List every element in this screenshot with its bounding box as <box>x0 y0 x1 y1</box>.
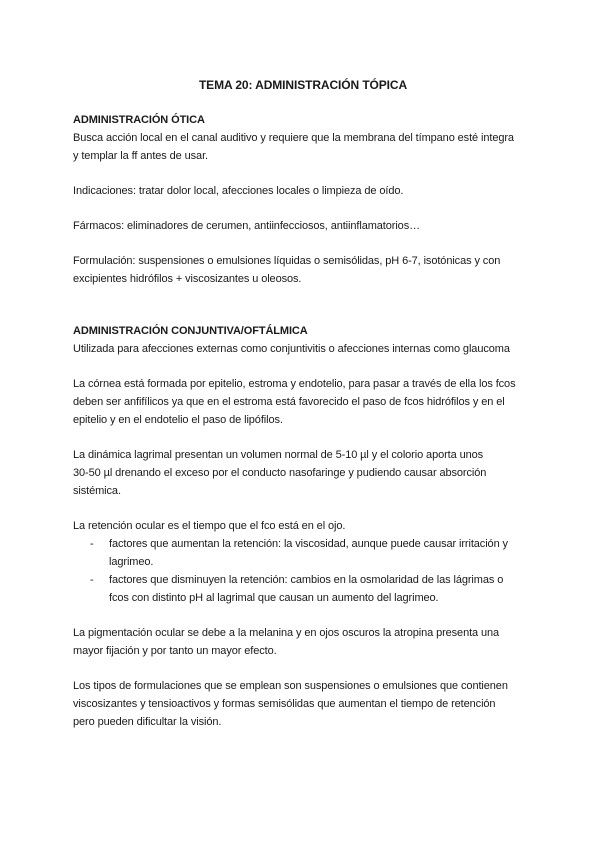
section-heading-otica: ADMINISTRACIÓN ÓTICA <box>73 114 205 126</box>
conjuntiva-paragraph-retencion: La retención ocular es el tiempo que el fco está en el ojo. <box>73 520 346 532</box>
otica-paragraph-formulacion <box>73 252 533 288</box>
text-line: factores que disminuyen la retención: cambios en la osmolaridad de las lágrimas o <box>109 574 504 586</box>
section-heading-conjuntiva: ADMINISTRACIÓN CONJUNTIVA/OFTÁLMICA <box>73 325 308 337</box>
page-title: TEMA 20: ADMINISTRACIÓN TÓPICA <box>198 78 408 92</box>
text-line: viscosizantes y tensioactivos y formas semisólidas que aumentan el tiempo de retención <box>73 698 496 710</box>
document-body <box>73 76 533 731</box>
otica-paragraph-intro <box>73 129 533 165</box>
text-line: La dinámica lagrimal presentan un volumen normal de 5-10 µl y el colorio aporta unos <box>73 449 484 461</box>
text-line: fcos con distinto pH al lagrimal que causan un aumento del lagrimeo. <box>109 592 439 604</box>
text-line: deben ser anfifílicos ya que en el estroma está favorecido el paso de fcos hidrófilos y en el <box>73 396 505 408</box>
text-line: La córnea está formada por epitelio, estroma y endotelio, para pasar a través de ella los fcos <box>73 378 516 390</box>
conjuntiva-paragraph-tipos <box>73 677 533 731</box>
list-item <box>73 571 533 607</box>
text-line: pero pueden dificultar la visión. <box>73 716 222 728</box>
conjuntiva-paragraph-cornea <box>73 375 533 429</box>
otica-paragraph-farmacos: Fármacos: eliminadores de cerumen, antiinfecciosos, antiinflamatorios… <box>73 220 420 232</box>
conjuntiva-paragraph-pigmentacion <box>73 624 533 660</box>
text-line: excipientes hidrófilos + viscosizantes u oleosos. <box>73 273 302 285</box>
text-line: Formulación: suspensiones o emulsiones líquidas o semisólidas, pH 6-7, isotónicas y con <box>73 255 501 267</box>
retencion-factors-list <box>73 535 533 607</box>
text-line: La pigmentación ocular se debe a la melanina y en ojos oscuros la atropina presenta una <box>73 627 500 639</box>
text-line: factores que aumentan la retención: la viscosidad, aunque puede causar irritación y <box>109 538 508 550</box>
text-line: epitelio y en el endotelio el paso de lipófilos. <box>73 414 283 426</box>
text-line: sistémica. <box>73 485 121 497</box>
text-line: lagrimeo. <box>109 556 154 568</box>
text-line: 30-50 µl drenando el exceso por el conducto nasofaringe y pudiendo causar absorción <box>73 467 487 479</box>
conjuntiva-paragraph-intro: Utilizada para afecciones externas como conjuntivitis o afecciones internas como glaucoma <box>73 343 510 355</box>
conjuntiva-paragraph-dinamica <box>73 446 533 500</box>
text-line: Busca acción local en el canal auditivo y requiere que la membrana del tímpano esté integra <box>73 132 514 144</box>
list-item <box>73 535 533 571</box>
text-line: Los tipos de formulaciones que se emplean son suspensiones o emulsiones que contienen <box>73 680 508 692</box>
text-line: y templar la ff antes de usar. <box>73 150 208 162</box>
text-line: mayor fijación y por tanto un mayor efecto. <box>73 645 277 657</box>
otica-paragraph-indicaciones: Indicaciones: tratar dolor local, afecciones locales o limpieza de oído. <box>73 185 404 197</box>
